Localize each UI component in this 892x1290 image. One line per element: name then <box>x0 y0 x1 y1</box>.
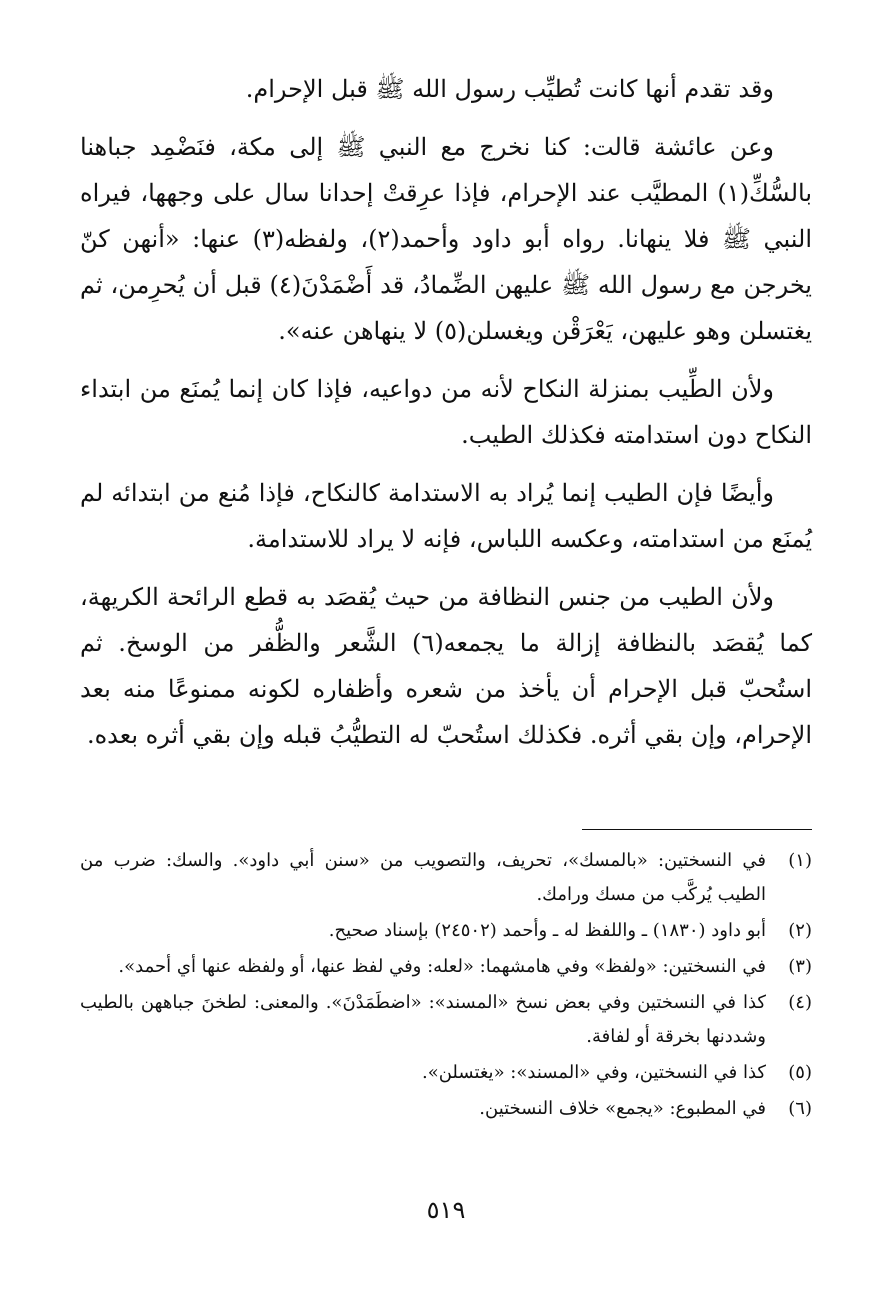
footnote-4 <box>80 986 812 1054</box>
footnote-text: كذا في النسختين، وفي «المسند»: «يغتسلن». <box>421 1062 766 1083</box>
paragraph-2: وعن عائشة قالت: كنا نخرج مع النبي ﷺ إلى مكة، فنَضْمِد جباهنا بالسُّكِّ(١) المطيَّب عند الإحرام، فإذا عرِقتْ إحدانا سال على وجهها، فيراه النبي ﷺ فلا ينهانا. رواه أبو داود وأحمد(٢)، ولفظه(٣) عنها: «أنهن كنّ يخرجن مع رسول الله ﷺ عليهن الضِّمادُ، قد أَضْمَدْنَ(٤) قبل أن يُحرِمن، ثم يغتسلن وهو عليهن، يَعْرَقْن ويغسلن(٥) لا ينهاهن عنه». <box>80 133 813 345</box>
footnote-5 <box>80 1056 812 1090</box>
footnote-1 <box>80 844 812 912</box>
footnote-number: (٥) <box>788 1062 812 1083</box>
footnote-number: (١) <box>788 850 812 871</box>
footnote-text: كذا في النسختين وفي بعض نسخ «المسند»: «اضطَمَدْنَ». والمعنى: لطخنَ جباههن بالطيب وشددنها بخرقة أو لفافة. <box>80 992 766 1047</box>
footnote-2 <box>80 914 812 948</box>
footnote-text: في النسختين: «بالمسك»، تحريف، والتصويب من «سنن أبي داود». والسك: ضرب من الطيب يُركَّب من مسك ورامك. <box>80 850 766 905</box>
footnote-text: أبو داود (١٨٣٠) ـ واللفظ له ـ وأحمد (٢٤٥٠٢) بإسناد صحيح. <box>328 920 766 941</box>
footnote-text: في النسختين: «ولفظ» وفي هامشهما: «لعله: وفي لفظ عنها، أو ولفظه عنها أي أحمد». <box>118 956 766 977</box>
footnote-number: (٢) <box>788 920 812 941</box>
page-number: ٥١٩ <box>426 1196 466 1224</box>
footnotes <box>80 844 812 1128</box>
paragraph-5: ولأن الطيب من جنس النظافة من حيث يُقصَد به قطع الرائحة الكريهة، كما يُقصَد بالنظافة إزالة ما يجمعه(٦) الشَّعر والظُّفر من الوسخ. ثم استُحبّ قبل الإحرام أن يأخذ من شعره وأظفاره لكونه ممنوعًا منه بعد الإحرام، وإن بقي أثره. فكذلك استُحبّ له التطيُّبُ قبله وإن بقي أثره بعده. <box>80 583 812 749</box>
paragraph-1: وقد تقدم أنها كانت تُطيِّب رسول الله ﷺ قبل الإحرام. <box>245 75 774 103</box>
footnote-number: (٤) <box>788 992 812 1013</box>
footnote-divider <box>582 829 812 830</box>
footnote-text: في المطبوع: «يجمع» خلاف النسختين. <box>479 1098 766 1119</box>
paragraph-4: وأيضًا فإن الطيب إنما يُراد به الاستدامة كالنكاح، فإذا مُنع من ابتدائه لم يُمنَع من استدامته، وعكسه اللباس، فإنه لا يراد للاستدامة. <box>80 479 812 553</box>
footnote-number: (٦) <box>788 1098 812 1119</box>
footnote-6 <box>80 1092 812 1126</box>
main-text <box>80 66 812 770</box>
footnote-3 <box>80 950 812 984</box>
paragraph-3: ولأن الطِّيب بمنزلة النكاح لأنه من دواعيه، فإذا كان إنما يُمنَع من ابتداء النكاح دون استدامته فكذلك الطيب. <box>80 375 812 449</box>
footnote-number: (٣) <box>788 956 812 977</box>
